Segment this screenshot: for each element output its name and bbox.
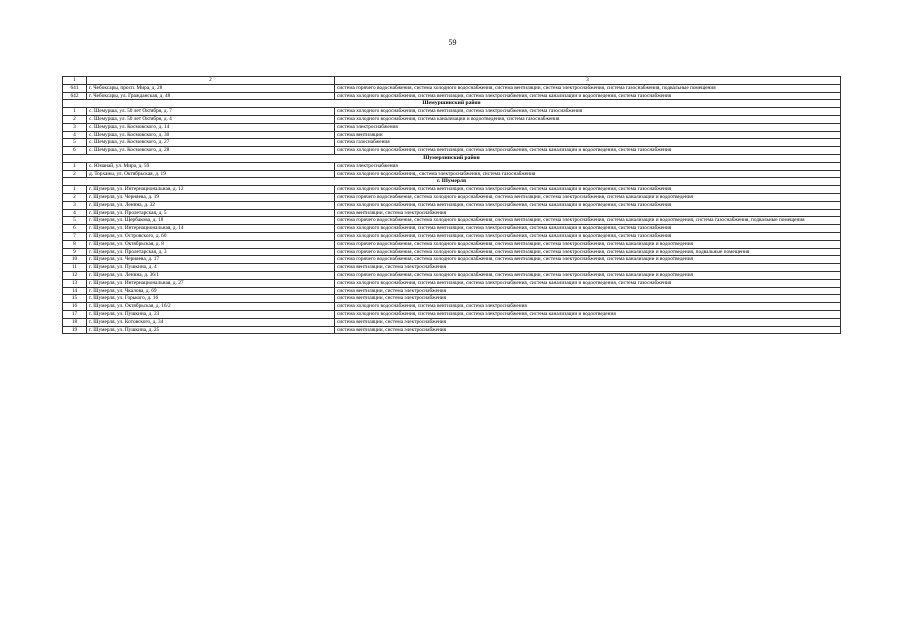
row-systems: система вентиляции bbox=[335, 131, 841, 139]
row-number: 6 bbox=[63, 225, 87, 233]
table-row bbox=[63, 217, 841, 225]
row-systems: система горячего водоснабжения, система холодного водоснабжения, система вентиляции, система электроснабжения, система канализации и водоотведения bbox=[335, 271, 841, 279]
table-row bbox=[63, 193, 841, 201]
table-row bbox=[63, 131, 841, 139]
row-number: 18 bbox=[63, 318, 87, 326]
row-address: г. Шумерля, ул. Интернациональная, д. 12 bbox=[87, 186, 335, 194]
row-number: 19 bbox=[63, 326, 87, 334]
header-cell-number: 1 bbox=[63, 77, 87, 85]
row-systems: система горячего водоснабжения, система холодного водоснабжения, система вентиляции, система электроснабжения, система канализации и водоотведения, система газоснабжения, подвальные помещения bbox=[335, 217, 841, 225]
row-address: г. Шумерля, ул. Октябрьская, д. 16/2 bbox=[87, 303, 335, 311]
row-address: д. Торханы, ул. Октябрьская, д. 19 bbox=[87, 170, 335, 178]
row-address: с. Шемурша, ул. Космовского, д. 28 bbox=[87, 147, 335, 155]
row-systems: система горячего водоснабжения, система холодного водоснабжения, система вентиляции, система электроснабжения, система канализации и водоотведения, подвальные помещения bbox=[335, 248, 841, 256]
row-systems: система горячего водоснабжения, система холодного водоснабжения, система вентиляции, система электроснабжения, система канализации и водоотведения bbox=[335, 256, 841, 264]
table-row bbox=[63, 318, 841, 326]
row-systems: система холодного водоснабжения, система вентиляции, система электроснабжения, система газоснабжения bbox=[335, 108, 841, 116]
row-number: 9 bbox=[63, 248, 87, 256]
table-row bbox=[63, 225, 841, 233]
row-systems: система вентиляции, система электроснабжения bbox=[335, 209, 841, 217]
row-number: 3 bbox=[63, 123, 87, 131]
table-row bbox=[63, 279, 841, 287]
row-number: 17 bbox=[63, 310, 87, 318]
row-systems: система холодного водоснабжения, система вентиляции, система электроснабжения, система канализации и водоотведения, система газоснабжения bbox=[335, 186, 841, 194]
row-systems: система холодного водоснабжения, система вентиляции, система электроснабжения, система канализации и водоотведения, система газоснабжения bbox=[335, 279, 841, 287]
row-number: 7 bbox=[63, 232, 87, 240]
row-number: 5 bbox=[63, 139, 87, 147]
table-row bbox=[63, 295, 841, 303]
row-address: г. Шумерля, ул. Черняева, д. 17 bbox=[87, 256, 335, 264]
row-address: г. Шумерля, ул. Котовского, д. 34 bbox=[87, 318, 335, 326]
table-header-row bbox=[63, 77, 841, 85]
row-systems: система холодного водоснабжения,, система электроснабжения, система газоснабжения bbox=[335, 170, 841, 178]
row-number: 4 bbox=[63, 209, 87, 217]
row-address: г. Шумерля, ул. Чкалова, д. 69 bbox=[87, 287, 335, 295]
row-address: с. Шемурша, ул. Космовского, д. 27 bbox=[87, 139, 335, 147]
row-address: г. Шумерля, ул. Островского, д. 60 bbox=[87, 232, 335, 240]
section-header-row bbox=[63, 178, 841, 186]
table-row bbox=[63, 303, 841, 311]
row-systems: система холодного водоснабжения, система вентиляции, система электроснабжения, система канализации и водоотведения, система газоснабжения bbox=[335, 232, 841, 240]
table-row bbox=[63, 248, 841, 256]
table-row bbox=[63, 240, 841, 248]
row-address: с. Шемурша, ул. Космовского, д. 14 bbox=[87, 123, 335, 131]
row-address: с. Шемурша, ул. Космовского, д. 30 bbox=[87, 131, 335, 139]
row-systems: система электроснабжения bbox=[335, 162, 841, 170]
row-address: г. Шумерля, ул. Горького, д. 16 bbox=[87, 295, 335, 303]
row-address: г. Шумерля, ул. Пролетарская, д. 5 bbox=[87, 209, 335, 217]
row-systems: система вентиляции, система электроснабжения bbox=[335, 264, 841, 272]
row-systems: система холодного водоснабжения, система вентиляции, система электроснабжения, система канализации и водоотведения bbox=[335, 310, 841, 318]
page-number: 59 bbox=[448, 38, 457, 47]
row-systems: система горячего водоснабжения, система холодного водоснабжения, система вентиляции, система электроснабжения, система газоснабжения, подвальные помещения bbox=[335, 84, 841, 92]
row-address: г. Чебоксары, просп. Мира, д. 28 bbox=[87, 84, 335, 92]
table-row bbox=[63, 232, 841, 240]
table-row bbox=[63, 162, 841, 170]
table-row bbox=[63, 139, 841, 147]
table-row bbox=[63, 84, 841, 92]
row-number: 16 bbox=[63, 303, 87, 311]
row-systems: система холодного водоснабжения, система вентиляции, система электроснабжения, система канализации и водоотведения, система газоснабжения bbox=[335, 92, 841, 100]
row-systems: система горячего водоснабжения, система холодного водоснабжения, система вентиляции, система электроснабжения, система канализации и водоотведения bbox=[335, 240, 841, 248]
row-number: 12 bbox=[63, 271, 87, 279]
row-address: г. Шумерля, ул. Интернациональная, д. 14 bbox=[87, 225, 335, 233]
row-systems: система вентиляции, система электроснабжения bbox=[335, 318, 841, 326]
row-number: 5 bbox=[63, 217, 87, 225]
row-systems: система электроснабжения bbox=[335, 123, 841, 131]
row-address: с. Шемурша, ул. 50 лет Октября, д. 7 bbox=[87, 108, 335, 116]
section-header-row bbox=[63, 154, 841, 162]
table-body bbox=[63, 77, 841, 334]
row-address: г. Шумерля, ул. Ленина, д. 32 bbox=[87, 201, 335, 209]
row-systems: система холодного водоснабжения, система вентиляции, система электроснабжения bbox=[335, 303, 841, 311]
table-row bbox=[63, 147, 841, 155]
row-systems: система вентиляции, система электроснабжения bbox=[335, 326, 841, 334]
row-systems: система горячего водоснабжения, система холодного водоснабжения, система вентиляции, система электроснабжения, система канализации и водоотведения bbox=[335, 193, 841, 201]
table-row bbox=[63, 271, 841, 279]
row-number: 4 bbox=[63, 131, 87, 139]
row-systems: система вентиляции, система электроснабжения bbox=[335, 287, 841, 295]
section-title: г. Шумерля bbox=[63, 178, 841, 186]
row-number: 642 bbox=[63, 92, 87, 100]
table-row bbox=[63, 287, 841, 295]
row-address: г. Шумерля, ул. Ленина, д. 36/1 bbox=[87, 271, 335, 279]
row-address: г. Шумерля, ул. Пушкина, д. 25 bbox=[87, 326, 335, 334]
row-address: г. Шумерля, ул. Пролетарская, д. 3 bbox=[87, 248, 335, 256]
table-row bbox=[63, 264, 841, 272]
row-number: 11 bbox=[63, 264, 87, 272]
row-number: 13 bbox=[63, 279, 87, 287]
row-number: 2 bbox=[63, 170, 87, 178]
table-row bbox=[63, 115, 841, 123]
buildings-systems-table bbox=[62, 76, 841, 334]
table-row bbox=[63, 108, 841, 116]
table-row bbox=[63, 256, 841, 264]
row-address: г. Шумерля, ул. Щербакова, д. 18 bbox=[87, 217, 335, 225]
row-number: 1 bbox=[63, 108, 87, 116]
row-number: 641 bbox=[63, 84, 87, 92]
row-address: г. Шумерля, ул. Пушкина, д. 23 bbox=[87, 310, 335, 318]
row-number: 14 bbox=[63, 287, 87, 295]
row-number: 2 bbox=[63, 115, 87, 123]
row-systems: система холодного водоснабжения, система вентиляции, система электроснабжения, система канализации и водоотведения, система газоснабжения bbox=[335, 201, 841, 209]
section-title: Шумерлинский район bbox=[63, 154, 841, 162]
row-address: с. Юманай, ул. Мира, д. 59 bbox=[87, 162, 335, 170]
row-address: г. Шумерля, ул. Пушкина, д. 4 bbox=[87, 264, 335, 272]
section-title: Шемуршинский район bbox=[63, 100, 841, 108]
row-number: 2 bbox=[63, 193, 87, 201]
row-systems: система холодного водоснабжения, система вентиляции, система электроснабжения, система канализации и водоотведения, система газоснабжения bbox=[335, 147, 841, 155]
row-number: 3 bbox=[63, 201, 87, 209]
table-row bbox=[63, 209, 841, 217]
row-number: 15 bbox=[63, 295, 87, 303]
table-row bbox=[63, 92, 841, 100]
table-row bbox=[63, 170, 841, 178]
row-address: г. Чебоксары, ул. Гражданская, д. 48 bbox=[87, 92, 335, 100]
table-row bbox=[63, 310, 841, 318]
table-row bbox=[63, 123, 841, 131]
row-systems: система вентиляции, система электроснабжения bbox=[335, 295, 841, 303]
row-number: 8 bbox=[63, 240, 87, 248]
row-address: г. Шумерля, ул. Интернациональная, д. 27 bbox=[87, 279, 335, 287]
row-systems: система газоснабжения bbox=[335, 139, 841, 147]
section-header-row bbox=[63, 100, 841, 108]
row-number: 1 bbox=[63, 162, 87, 170]
row-systems: система холодного водоснабжения, система канализации и водоотведения, система газоснабжения bbox=[335, 115, 841, 123]
header-cell-address: 2 bbox=[87, 77, 335, 85]
row-systems: система холодного водоснабжения, система вентиляции, система электроснабжения, система канализации и водоотведения, система газоснабжения bbox=[335, 225, 841, 233]
row-address: с. Шемурша, ул. 50 лет Октября, д. 4 bbox=[87, 115, 335, 123]
table-row bbox=[63, 201, 841, 209]
table-row bbox=[63, 326, 841, 334]
row-address: г. Шумерля, ул. Октябрьская, д. 8 bbox=[87, 240, 335, 248]
row-address: г. Шумерля, ул. Черняева, д. 19 bbox=[87, 193, 335, 201]
row-number: 6 bbox=[63, 147, 87, 155]
row-number: 10 bbox=[63, 256, 87, 264]
table-row bbox=[63, 186, 841, 194]
row-number: 1 bbox=[63, 186, 87, 194]
header-cell-systems: 3 bbox=[335, 77, 841, 85]
